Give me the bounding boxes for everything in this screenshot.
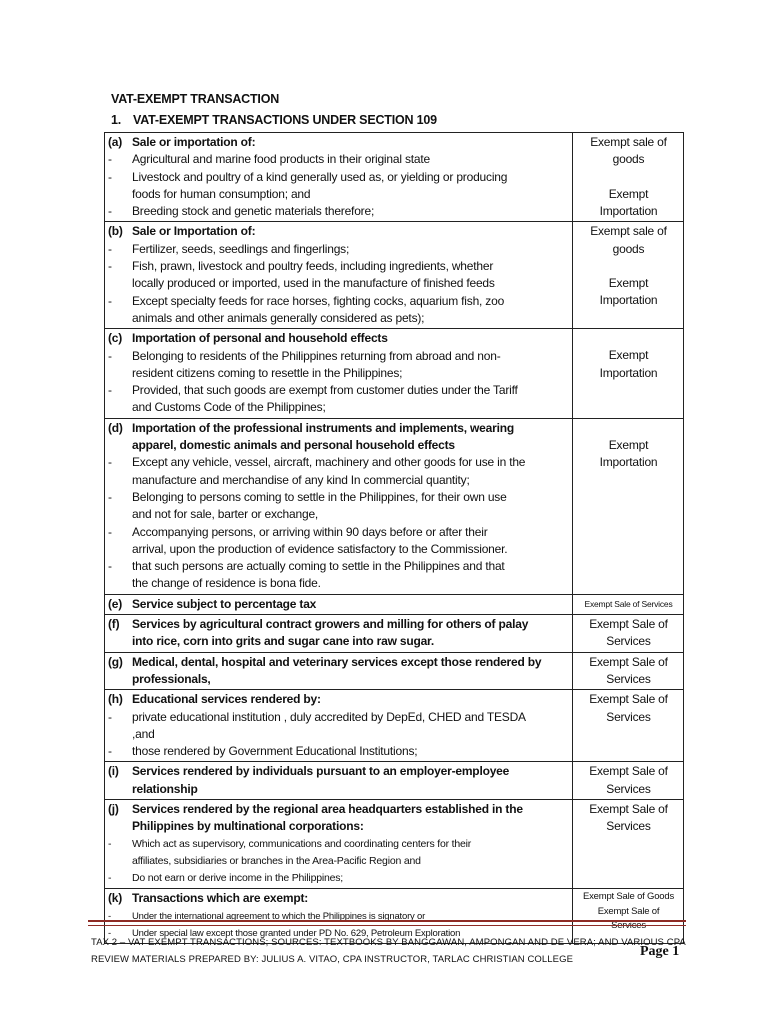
description-text: locally produced or imported, used in the manufacture of finished feeds [132,276,495,291]
description-text: Accompanying persons, or arriving within 90 days before or after their [132,524,488,539]
classification-line: goods [612,241,645,256]
description-text: relationship [132,781,198,796]
footer-line-2: REVIEW MATERIALS PREPARED BY: JULIUS A. VITAO, CPA INSTRUCTOR, TARLAC CHRISTIAN COLLEGE [91,954,574,965]
description-line [108,763,570,780]
description-line [108,801,570,818]
classification-text [576,330,681,382]
description-line [108,908,570,925]
description-line [108,169,570,186]
description-line [108,596,570,613]
transaction-description-cell [105,615,573,653]
exemption-classification-cell [573,133,684,222]
description-line [108,524,570,541]
description-line [108,151,570,168]
classification-line: Exempt Sale of [589,801,668,816]
classification-line: Importation [599,455,658,470]
bullet-dash: - [108,524,112,539]
description-line [108,890,570,907]
classification-line: Services [611,920,646,932]
table-row [105,615,684,653]
description-text: Educational services rendered by: [132,692,321,707]
description-line [108,348,570,365]
description-line [108,293,570,310]
description-text: Medical, dental, hospital and veterinary services except those rendered by [132,654,542,669]
classification-line: Exempt Sale of [597,905,660,917]
classification-line: Services [606,671,651,686]
description-line [108,709,570,726]
classification-text [576,890,681,934]
description-line [108,654,570,671]
description-text: those rendered by Government Educational Institutions; [132,744,418,759]
item-letter: (g) [108,654,123,669]
description-line [108,437,570,454]
table-body [105,133,684,944]
exemption-classification-cell [573,329,684,418]
description-line [108,691,570,708]
transaction-description-cell [105,762,573,800]
description-line [108,506,570,523]
classification-spacer [576,169,681,186]
section-number: 1. [111,113,122,127]
item-letter: (b) [108,224,123,239]
description-line [108,310,570,327]
bullet-dash: - [108,559,112,574]
classification-line: Exempt [608,186,649,201]
exemption-classification-cell [573,762,684,800]
classification-line: Exempt [608,276,649,291]
description-line [108,853,570,870]
description-text: resident citizens coming to resettle in the Philippines; [132,365,403,380]
description-line [108,472,570,489]
bullet-dash: - [108,872,112,885]
classification-line: Services [606,634,651,649]
classification-text [576,691,681,726]
description-line [108,399,570,416]
footer-rule-thin [88,925,686,926]
classification-text [576,763,681,798]
description-text: Breeding stock and genetic materials therefore; [132,204,375,219]
transaction-description-cell [105,690,573,762]
item-letter: (e) [108,596,123,611]
description-line [108,781,570,798]
classification-line: Exempt Sale of [589,764,668,779]
item-letter: (i) [108,764,119,779]
description-line [108,203,570,220]
description-text: Fish, prawn, livestock and poultry feeds, including ingredients, whether [132,259,494,274]
description-line [108,365,570,382]
description-text: Fertilizer, seeds, seedlings and fingerlings; [132,241,350,256]
description-line [108,541,570,558]
transaction-description-cell [105,594,573,614]
description-text: Belonging to persons coming to settle in the Philippines, for their own use [132,489,507,504]
item-letter: (j) [108,801,119,816]
description-text: Do not earn or derive income in the Philippines; [132,872,344,885]
description-line [108,275,570,292]
transaction-description-cell [105,799,573,888]
transaction-description-cell [105,329,573,418]
section-title: VAT-EXEMPT TRANSACTIONS UNDER SECTION 109 [133,113,437,127]
description-line [108,454,570,471]
description-text: arrival, upon the production of evidence satisfactory to the Commissioner. [132,541,508,556]
bullet-dash: - [108,709,112,724]
description-text: affiliates, subsidiaries or branches in the Area-Pacific Region and [132,854,421,867]
description-line [108,330,570,347]
description-line [108,870,570,887]
table-row [105,418,684,594]
description-text: and Customs Code of the Philippines; [132,400,326,415]
transaction-description-cell [105,222,573,329]
vat-exempt-table [104,132,684,944]
description-text: ,and [132,726,155,741]
table-row [105,799,684,888]
description-text: Service subject to percentage tax [132,596,317,611]
description-line [108,633,570,650]
classification-line: Services [606,709,651,724]
description-text: Importation of personal and household effects [132,331,388,346]
description-line [108,382,570,399]
classification-line: Exempt Sale of [589,617,668,632]
description-text: Except any vehicle, vessel, aircraft, machinery and other goods for use in the [132,455,526,470]
footer-rule-thick [88,920,686,922]
description-text: apparel, domestic animals and personal household effects [132,438,455,453]
description-text: professionals, [132,671,211,686]
description-text: Sale or importation of: [132,135,256,149]
description-line [108,420,570,437]
exemption-classification-cell [573,799,684,888]
description-text: Under special law except those granted under PD No. 629, Petroleum Exploration [132,928,461,940]
document-title: VAT-EXEMPT TRANSACTION [111,92,280,106]
classification-line: Importation [599,203,658,218]
footer-line-1: TAX 2 – VAT EXEMPT TRANSACTIONS; SOURCES: TEXTBOOKS BY BANGGAWAN, AMPONGAN AND DE VERA; AND VARIOUS CPA [91,937,686,948]
description-text: Belonging to residents of the Philippines returning from abroad and non- [132,348,501,363]
description-line [108,489,570,506]
description-text: Transactions which are exempt: [132,891,309,906]
classification-line: Exempt sale of [590,224,667,239]
exemption-classification-cell [573,594,684,614]
classification-line: Importation [599,365,658,380]
item-letter: (a) [108,135,123,149]
description-text: Services rendered by individuals pursuant to an employer-employee [132,764,510,779]
description-text: and not for sale, barter or exchange, [132,507,319,522]
description-text: the change of residence is bona fide. [132,576,321,591]
bullet-dash: - [108,259,112,274]
description-line [108,186,570,203]
classification-line: Services [606,781,651,796]
table-row [105,222,684,329]
description-line [108,743,570,760]
description-line [108,258,570,275]
description-text: Agricultural and marine food products in their original state [132,152,430,167]
item-letter: (c) [108,331,123,346]
transaction-description-cell [105,418,573,594]
classification-text [576,134,681,220]
classification-line: Exempt Sale of [589,654,668,669]
description-text: that such persons are actually coming to settle in the Philippines and that [132,559,505,574]
description-text: Philippines by multinational corporations: [132,819,364,834]
table-row [105,762,684,800]
table-row [105,594,684,614]
description-line [108,671,570,688]
item-letter: (f) [108,617,120,632]
bullet-dash: - [108,455,112,470]
bullet-dash: - [108,152,112,167]
description-text: Services rendered by the regional area headquarters established in the [132,801,523,816]
bullet-dash: - [108,910,111,922]
transaction-description-cell [105,133,573,222]
bullet-dash: - [108,293,112,308]
classification-line: Exempt Sale of Services [584,598,673,609]
classification-spacer [576,330,681,347]
exemption-classification-cell [573,652,684,690]
bullet-dash: - [108,928,111,940]
description-line [108,726,570,743]
exemption-classification-cell [573,222,684,329]
classification-line: Exempt Sale of Goods [582,891,675,903]
classification-text [576,616,681,651]
item-letter: (k) [108,891,123,906]
classification-text [576,596,681,610]
exemption-classification-cell [573,690,684,762]
description-text: Importation of the professional instruments and implements, wearing [132,420,514,435]
description-line [108,223,570,240]
page-number: Page 1 [640,944,680,959]
description-text: Which act as supervisory, communications and coordinating centers for their [132,837,472,850]
table-row [105,652,684,690]
classification-line: Importation [599,293,658,308]
description-text: Sale or Importation of: [132,224,256,239]
classification-line: Exempt [608,437,649,452]
section-heading [111,113,437,127]
description-text: Under the international agreement to which the Philippines is signatory or [132,910,426,922]
description-line [108,241,570,258]
description-text: manufacture and merchandise of any kind In commercial quantity; [132,472,470,487]
classification-text [576,654,681,689]
description-text: Services by agricultural contract growers and milling for others of palay [132,617,529,632]
description-text: Except specialty feeds for race horses, fighting cocks, aquarium fish, zoo [132,293,505,308]
description-text: Livestock and poultry of a kind generally used as, or yielding or producing [132,169,508,184]
description-text: animals and other animals generally considered as pets); [132,310,425,325]
exemption-classification-cell [573,615,684,653]
footer [91,934,691,968]
bullet-dash: - [108,169,112,184]
table-row [105,690,684,762]
classification-text [576,420,681,472]
bullet-dash: - [108,241,112,256]
description-line [108,818,570,835]
description-text: into rice, corn into grits and sugar cane into raw sugar. [132,634,434,649]
description-text: private educational institution , duly accredited by DepEd, CHED and TESDA [132,709,526,724]
exemption-classification-cell [573,418,684,594]
classification-spacer [576,420,681,437]
bullet-dash: - [108,348,112,363]
classification-text [576,223,681,309]
classification-line: Exempt sale of [590,135,667,149]
classification-line: Exempt [608,348,649,363]
description-line [108,616,570,633]
classification-spacer [576,258,681,275]
bullet-dash: - [108,837,112,850]
table-row [105,329,684,418]
description-text: Provided, that such goods are exempt from customer duties under the Tariff [132,383,518,398]
description-text: foods for human consumption; and [132,186,311,201]
classification-line: Exempt Sale of [589,692,668,707]
bullet-dash: - [108,204,112,219]
description-line [108,134,570,151]
classification-line: Services [606,819,651,834]
transaction-description-cell [105,652,573,690]
bullet-dash: - [108,383,112,398]
table-row [105,133,684,222]
item-letter: (d) [108,420,123,435]
description-line [108,558,570,575]
classification-text [576,801,681,836]
classification-line: goods [612,152,645,167]
description-line [108,836,570,853]
bullet-dash: - [108,744,112,759]
description-line [108,575,570,592]
item-letter: (h) [108,692,123,707]
bullet-dash: - [108,489,112,504]
